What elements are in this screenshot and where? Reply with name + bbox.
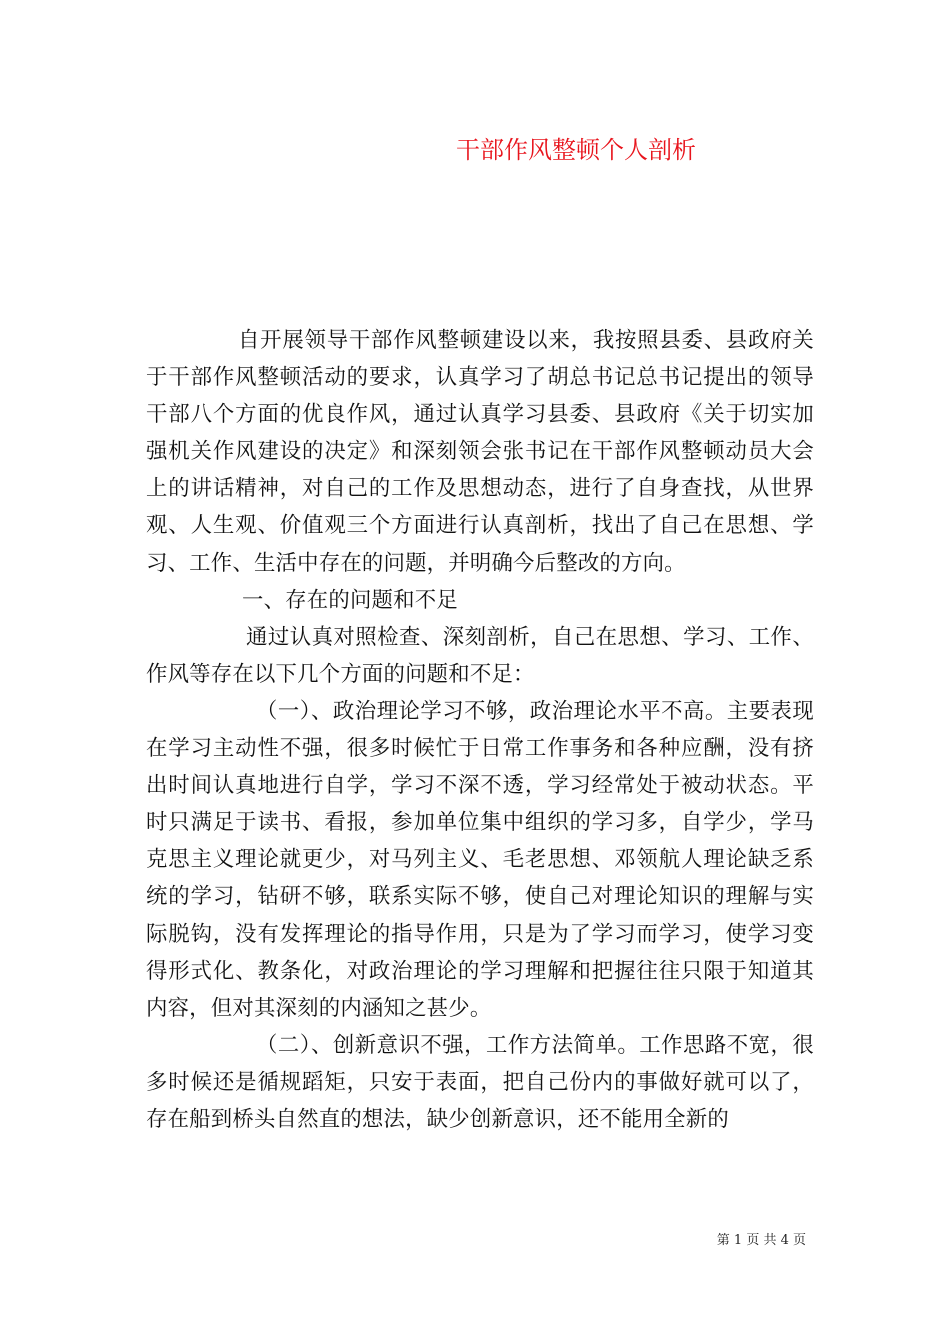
issue-paragraph-1: （一）、政治理论学习不够，政治理论水平不高。主要表现在学习主动性不强，很多时候忙于日常工作事务和各种应酬，没有挤出时间认真地进行自学，学习不深不透，学习经常处于被动状态。平时只满足于读书、看报，参加单位集中组织的学习多，自学少，学马克思主义理论就更少，对马列主义、毛老思想、邓领航人理论缺乏系统的学习，钻研不够，联系实际不够，使自己对理论知识的理解与实际脱钩，没有发挥理论的指导作用，只是为了学习而学习，使学习变得形式化、教条化，对政治理论的学习理解和把握往往只限于知道其内容，但对其深刻的内涵知之甚少。 [146, 698, 814, 1021]
document-body [146, 322, 814, 1138]
page-footer: 第 1 页 共 4 页 [716, 1233, 806, 1248]
summary-paragraph: 通过认真对照检查、深刻剖析，自己在思想、学习、工作、作风等存在以下几个方面的问题和不足： [146, 624, 814, 687]
issue-paragraph-2: （二）、创新意识不强，工作方法简单。工作思路不宽，很多时候还是循规蹈矩，只安于表面，把自己份内的事做好就可以了，存在船到桥头自然直的想法，缺少创新意识，还不能用全新的 [146, 1032, 814, 1132]
document-title: 干部作风整顿个人剖析 [456, 136, 696, 164]
intro-paragraph: 自开展领导干部作风整顿建设以来，我按照县委、县政府关于干部作风整顿活动的要求，认真学习了胡总书记总书记提出的领导干部八个方面的优良作风，通过认真学习县委、县政府《关于切实加强机关作风建设的决定》和深刻领会张书记在干部作风整顿动员大会上的讲话精神，对自己的工作及思想动态，进行了自身查找，从世界观、人生观、价值观三个方面进行认真剖析，找出了自己在思想、学习、工作、生活中存在的问题，并明确今后整改的方向。 [146, 328, 814, 576]
section-heading: 一、存在的问题和不足 [242, 587, 458, 613]
